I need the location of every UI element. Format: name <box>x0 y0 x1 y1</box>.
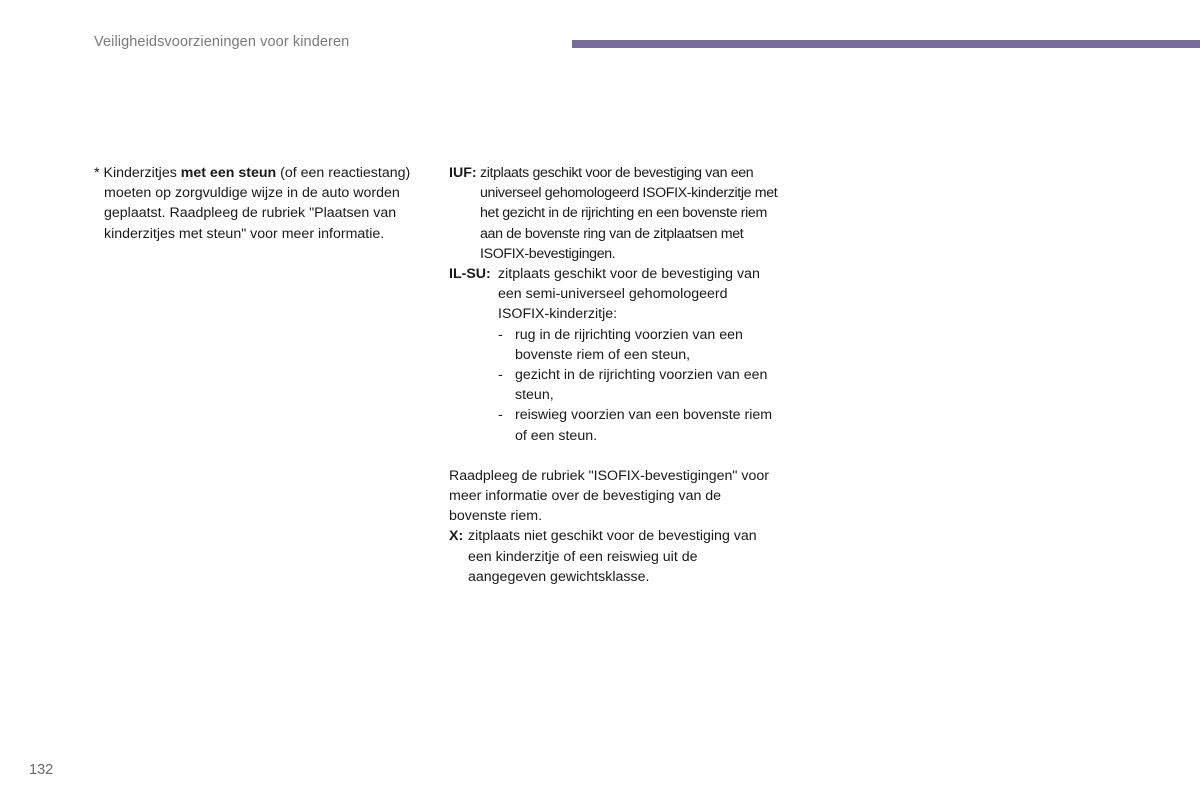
right-column <box>449 163 779 587</box>
definition-il-su <box>449 264 779 325</box>
list-item: - reiswieg voorzien van een bovenste riem of een steun. <box>498 407 773 444</box>
page-header-title: Veiligheidsvoorzieningen voor kinderen <box>94 34 350 50</box>
list-item: - gezicht in de rijrichting voorzien van een steun, <box>498 367 768 404</box>
left-column <box>94 163 424 244</box>
footnote-text-after: (of een reactiestang) moeten op zorgvuldige wijze in de auto worden geplaatst. Raadpleeg de rubriek "Plaatsen van kinderzitjes met steun" voor meer informatie. <box>104 165 411 242</box>
list-item: - rug in de rijrichting voorzien van een bovenste riem of een steun, <box>498 326 743 363</box>
il-su-options-list <box>449 325 779 446</box>
footnote-text-before: Kinderzitjes <box>103 165 181 181</box>
page-number: 132 <box>29 762 54 778</box>
definition-term: IUF: <box>449 165 477 181</box>
footnote-marker: * <box>94 165 100 181</box>
definition-x <box>449 526 779 587</box>
definition-text: zitplaats geschikt voor de bevestiging van een universeel gehomologeerd ISOFIX-kinderzitje met het gezicht in de rijrichting en een bovenste riem aan de bovenste ring van de zitplaatsen met ISOFIX-bevestigingen. <box>480 165 778 262</box>
definition-text: zitplaats geschikt voor de bevestiging van een semi-universeel gehomologeerd ISOFIX-kinderzitje: <box>498 266 760 323</box>
definition-text: zitplaats niet geschikt voor de bevestiging van een kinderzitje of een reiswieg uit de aangegeven gewichtsklasse. <box>468 528 757 585</box>
definition-term: IL-SU: <box>449 266 491 283</box>
steun-footnote <box>94 163 424 244</box>
header-accent-bar <box>572 40 1200 48</box>
isofix-reference-paragraph: Raadpleeg de rubriek "ISOFIX-bevestigingen" voor meer informatie over de bevestiging van de bovenste riem. <box>449 467 770 525</box>
definition-iuf <box>449 163 779 264</box>
footnote-bold-text: met een steun <box>180 165 277 181</box>
definition-term: X: <box>449 528 464 545</box>
